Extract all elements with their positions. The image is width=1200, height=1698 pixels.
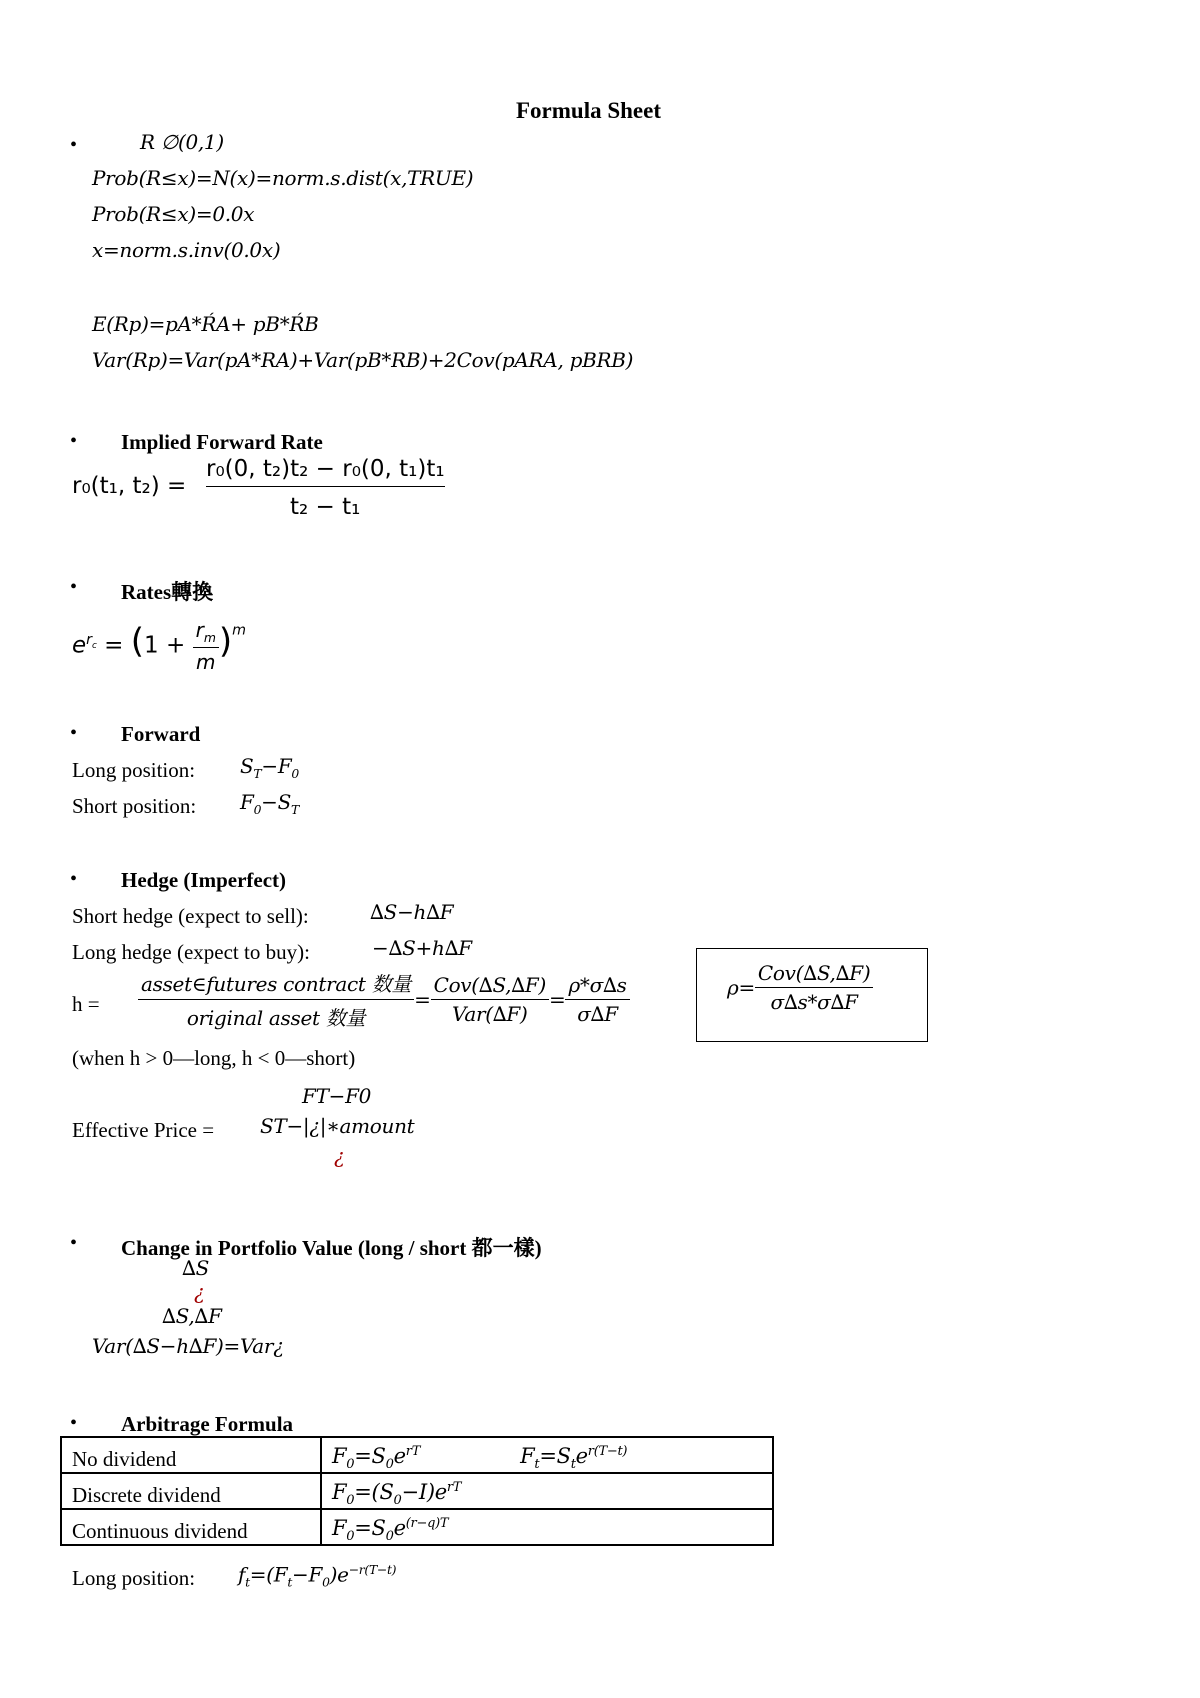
- implied-forward-denominator: t₂ − t₁: [290, 494, 361, 520]
- bullet: •: [70, 134, 78, 156]
- hedge-ratio-num2: Cov(∆S,∆F): [431, 973, 549, 1000]
- arbitrage-formula-cell: $F_0=S_0e^{(r-q)T}$: [321, 1509, 773, 1545]
- hedge-ratio-den2: Var(∆F): [452, 1002, 528, 1026]
- forward-long-formula: $S_T-F_0$: [240, 754, 300, 781]
- bullet: •: [70, 1232, 78, 1254]
- short-hedge-formula: ∆S−h∆F: [370, 900, 454, 924]
- page-title: Formula Sheet: [516, 98, 662, 123]
- bullet: •: [70, 722, 78, 744]
- bullet: •: [70, 1412, 78, 1434]
- long-hedge-formula: −∆S+h∆F: [372, 936, 472, 960]
- arbitrage-label-cell: No dividend: [61, 1437, 321, 1473]
- arbitrage-long-formula: $f_t=(F_t-F_0)e^{-r(T-t)}$: [238, 1562, 397, 1590]
- table-row: [61, 1437, 773, 1473]
- portfolio-heading: Change in Portfolio Value (long / short 都一樣): [121, 1236, 542, 1260]
- forward-short-label: Short position:: [72, 794, 197, 818]
- prob-cdf-formula: Prob(R≤x)=N(x)=norm.s.dist(x,TRUE): [92, 166, 474, 190]
- portfolio-line2: ¿: [194, 1280, 205, 1304]
- arbitrage-formula-cell: $F_0=S_0e^{rT}$ $F_t=S_te^{r(T-t)}$: [321, 1437, 773, 1473]
- arbitrage-long-label: Long position:: [72, 1566, 196, 1590]
- effective-price-label: Effective Price =: [72, 1118, 215, 1142]
- inverse-formula: x=norm.s.inv(0.0x): [92, 238, 281, 262]
- portfolio-line3: ∆S,∆F: [162, 1304, 222, 1328]
- short-hedge-label: Short hedge (expect to sell):: [72, 904, 309, 928]
- hedge-note: (when h > 0—long, h < 0—short): [72, 1046, 356, 1070]
- forward-heading: Forward: [121, 722, 201, 746]
- effective-price-top: FT−F0: [302, 1084, 372, 1108]
- hedge-ratio-num1: asset∈futures contract 数量: [138, 968, 414, 1000]
- portfolio-variance-formula: Var(∆S−h∆F)=Var¿: [92, 1334, 284, 1358]
- hedge-ratio-den3: σ∆F: [577, 1002, 618, 1026]
- correlation-formula: ρ= $\frac{\text{Cov(∆S,∆F)}}{\sigma\Delta s*\sigma\Delta F}$: [727, 961, 873, 1014]
- hedge-ratio-den1: original asset 数量: [186, 1006, 366, 1030]
- portfolio-line1: ∆S: [182, 1256, 210, 1280]
- bullet: •: [70, 430, 78, 452]
- prob-value-formula: Prob(R≤x)=0.0x: [92, 202, 255, 226]
- forward-long-label: Long position:: [72, 758, 196, 782]
- correlation-denominator: σ∆s*σ∆F: [770, 990, 858, 1014]
- hedge-ratio-formula: $\frac{\text{asset∈futures contract 数量}}{\text{original asset 数量}}$ = $\frac{\text{Cov(∆S,∆F)}}{\text{Var(∆F)}}$ = $\frac{\rho*\sigma\Delta s}{\sigma\Delta F}$: [138, 968, 630, 1031]
- long-hedge-label: Long hedge (expect to buy):: [72, 940, 310, 964]
- hedge-ratio-num3: ρ*σ∆s: [565, 973, 629, 1000]
- rates-conversion-formula: $e^{r_c} = (1$ + $\frac{r_m}{m}$ )$^m$: [72, 618, 247, 674]
- expected-return-formula: E(Rp)=pA*ŔA+ pB*ŔB: [92, 312, 319, 336]
- implied-forward-heading: Implied Forward Rate: [121, 430, 323, 454]
- table-row: [61, 1509, 773, 1545]
- correlation-box: [696, 948, 928, 1042]
- bullet: •: [70, 576, 78, 598]
- table-row: [61, 1473, 773, 1509]
- implied-forward-numerator: r₀(0, t₂)t₂ − r₀(0, t₁)t₁: [206, 456, 445, 487]
- forward-short-formula: $F_0-S_T$: [240, 790, 299, 817]
- effective-price-formula: ST−|¿|∗amount: [260, 1114, 415, 1138]
- normal-dist-line: R ∅(0,1): [140, 130, 224, 154]
- hedge-heading: Hedge (Imperfect): [121, 868, 287, 892]
- variance-formula: Var(Rp)=Var(pA*RA)+Var(pB*RB)+2Cov(pARA, pBRB): [92, 348, 634, 372]
- hedge-ratio-label: h =: [72, 992, 100, 1016]
- arbitrage-table: [60, 1436, 774, 1546]
- effective-price-bottom: ¿: [334, 1144, 345, 1168]
- arbitrage-label-cell: Continuous dividend: [61, 1509, 321, 1545]
- rates-heading: Rates轉換: [121, 580, 214, 604]
- arbitrage-formula-cell: $F_0=(S_0-I)e^{rT}$: [321, 1473, 773, 1509]
- implied-forward-lhs: r₀(t₁, t₂) =: [72, 473, 187, 499]
- bullet: •: [70, 868, 78, 890]
- arbitrage-label-cell: Discrete dividend: [61, 1473, 321, 1509]
- correlation-numerator: Cov(∆S,∆F): [755, 961, 873, 988]
- arbitrage-heading: Arbitrage Formula: [121, 1412, 294, 1436]
